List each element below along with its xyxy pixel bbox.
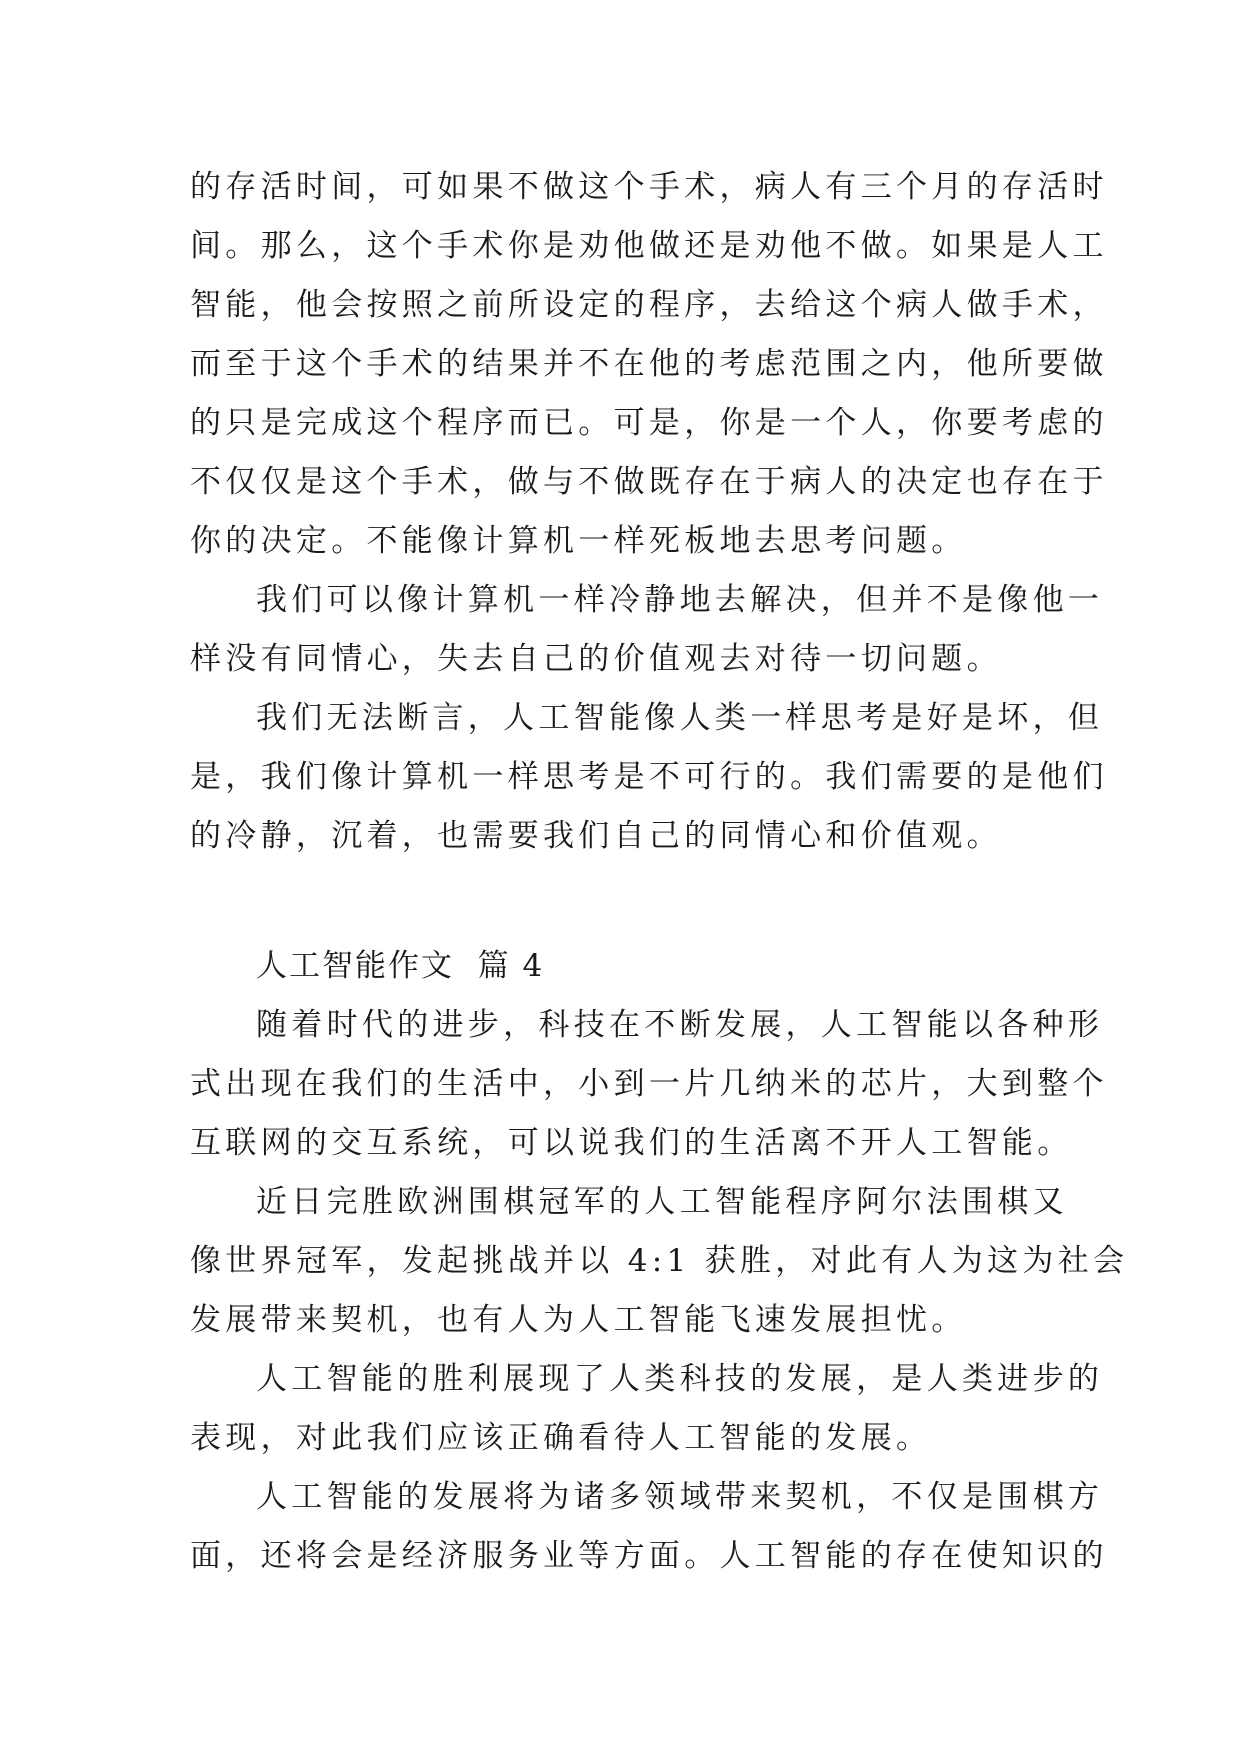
- text-line: 近日完胜欧洲围棋冠军的人工智能程序阿尔法围棋又: [256, 1184, 1068, 1220]
- text-line: 人工智能的胜利展现了人类科技的发展，是人类进步的: [256, 1361, 1104, 1397]
- text-line: 样没有同情心，失去自己的价值观去对待一切问题。: [190, 641, 1002, 677]
- paragraph: [190, 1173, 1129, 1350]
- text-line: 人工智能的发展将为诸多领域带来契机，不仅是围棋方: [256, 1479, 1104, 1515]
- text-line: 间。那么，这个手术你是劝他做还是劝他不做。如果是人工: [190, 228, 1108, 264]
- paragraph: [190, 996, 1108, 1173]
- section-gap: [190, 866, 1065, 937]
- paragraph-continuation: [190, 158, 1108, 571]
- paragraph: [190, 571, 1104, 689]
- text-line: 智能，他会按照之前所设定的程序，去给这个病人做手术，: [190, 287, 1108, 323]
- document-page: [190, 158, 1129, 1586]
- text-line: 随着时代的进步，科技在不断发展，人工智能以各种形: [256, 1007, 1104, 1043]
- text-line: 不仅仅是这个手术，做与不做既存在于病人的决定也存在于: [190, 464, 1108, 500]
- paragraph: [190, 1468, 1108, 1586]
- text-line: 是，我们像计算机一样思考是不可行的。我们需要的是他们: [190, 759, 1108, 795]
- text-line: 互联网的交互系统，可以说我们的生活离不开人工智能。: [190, 1125, 1073, 1161]
- section-heading: 人工智能作文 篇 4: [256, 948, 545, 984]
- text-line: 的只是完成这个程序而已。可是，你是一个人，你要考虑的: [190, 405, 1108, 441]
- text-line: 式出现在我们的生活中，小到一片几纳米的芯片，大到整个: [190, 1066, 1108, 1102]
- text-line: 我们可以像计算机一样冷静地去解决，但并不是像他一: [256, 582, 1104, 618]
- text-line: 的冷静，沉着，也需要我们自己的同情心和价值观。: [190, 818, 1002, 854]
- text-line: 像世界冠军，发起挑战并以 4:1 获胜，对此有人为这为社会: [190, 1243, 1129, 1279]
- text-line: 面，还将会是经济服务业等方面。人工智能的存在使知识的: [190, 1538, 1108, 1574]
- text-line: 我们无法断言，人工智能像人类一样思考是好是坏，但: [256, 700, 1104, 736]
- text-line: 发展带来契机，也有人为人工智能飞速发展担忧。: [190, 1302, 967, 1338]
- text-line: 表现，对此我们应该正确看待人工智能的发展。: [190, 1420, 932, 1456]
- paragraph: [190, 1350, 1104, 1468]
- text-line: 你的决定。不能像计算机一样死板地去思考问题。: [190, 523, 967, 559]
- text-line: 而至于这个手术的结果并不在他的考虑范围之内，他所要做: [190, 346, 1108, 382]
- paragraph: [190, 689, 1108, 866]
- text-line: 的存活时间，可如果不做这个手术，病人有三个月的存活时: [190, 169, 1108, 205]
